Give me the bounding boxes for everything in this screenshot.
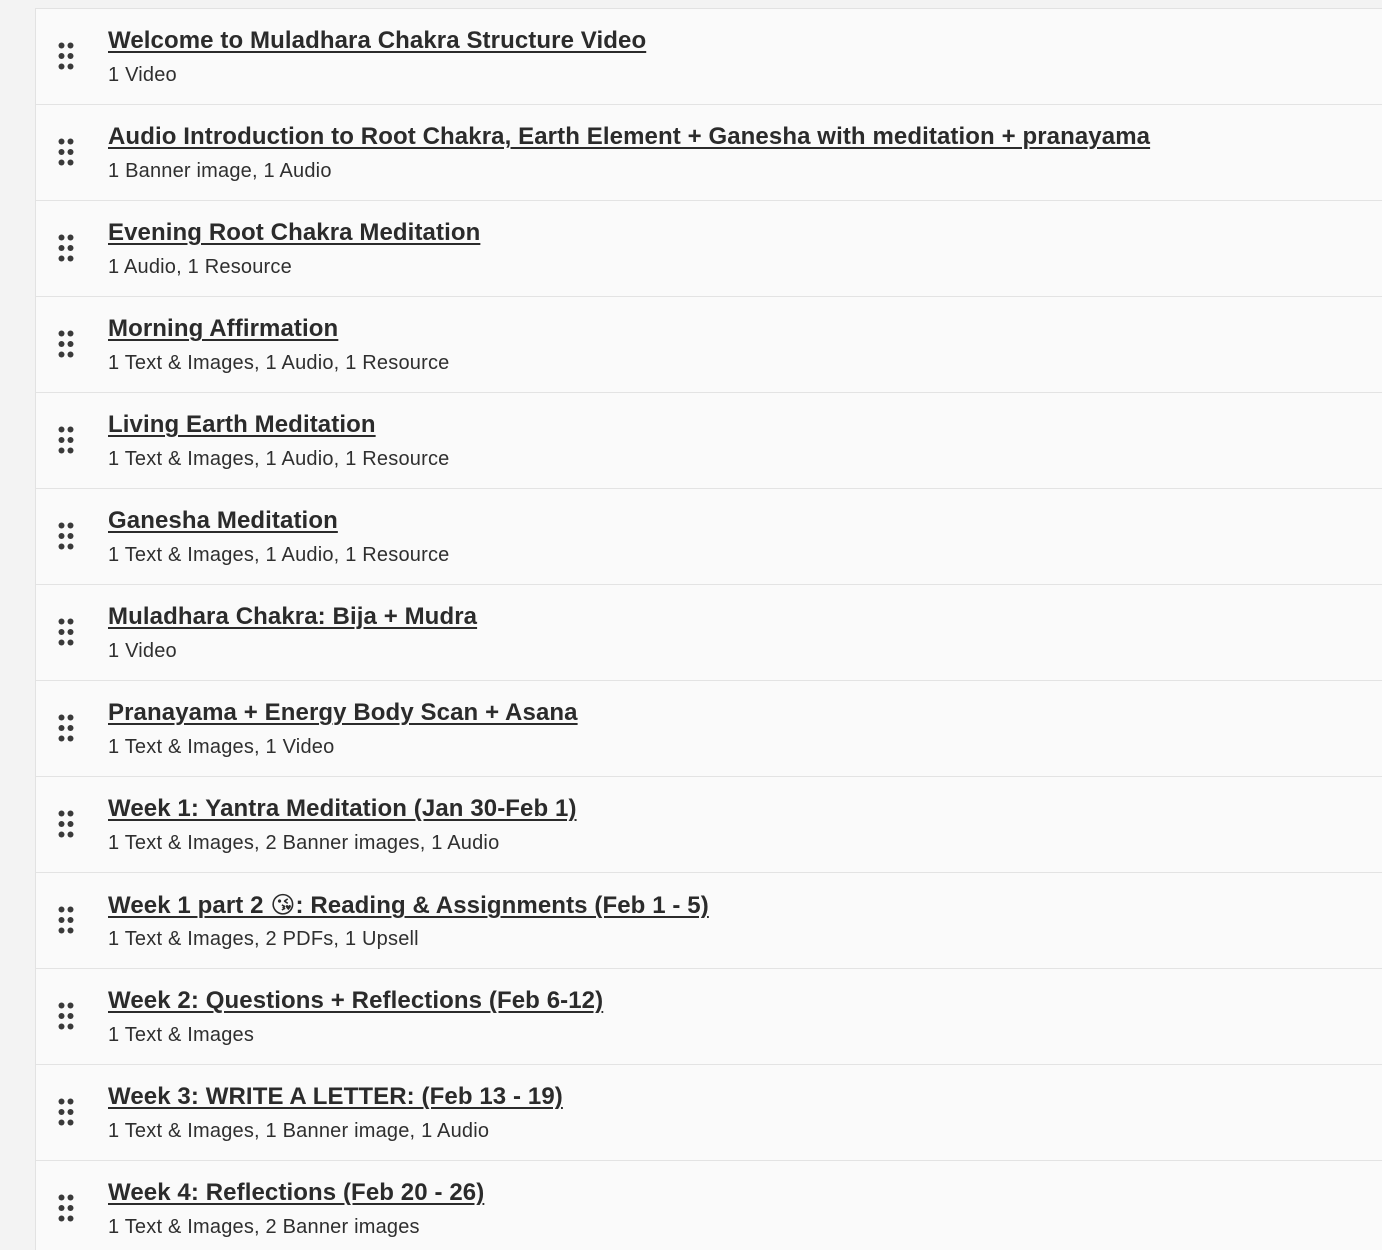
lesson-row-7[interactable] [36, 585, 1382, 681]
left-gutter [0, 0, 35, 1250]
lesson-row-3[interactable] [36, 201, 1382, 297]
lesson-title-link[interactable]: Pranayama + Energy Body Scan + Asana [108, 699, 578, 726]
lesson-title-link[interactable]: Week 1 part 2 😘: Reading & Assignments (Feb 1 - 5) [108, 892, 709, 919]
lesson-content-summary: 1 Text & Images, 2 Banner images [108, 1216, 420, 1238]
lesson-row-5[interactable] [36, 393, 1382, 489]
drag-handle-icon[interactable] [58, 42, 74, 70]
lesson-title-link[interactable]: Week 2: Questions + Reflections (Feb 6-12) [108, 987, 604, 1014]
lesson-content-summary: 1 Text & Images, 2 PDFs, 1 Upsell [108, 928, 419, 950]
lesson-title-link[interactable]: Morning Affirmation [108, 315, 339, 342]
lesson-content-summary: 1 Video [108, 64, 177, 86]
lesson-row-9[interactable] [36, 777, 1382, 873]
lesson-title-link[interactable]: Week 3: WRITE A LETTER: (Feb 13 - 19) [108, 1083, 563, 1110]
drag-handle-icon[interactable] [58, 426, 74, 454]
lesson-content-summary: 1 Audio, 1 Resource [108, 256, 292, 278]
lesson-content-summary: 1 Text & Images, 2 Banner images, 1 Audio [108, 832, 500, 854]
drag-handle-icon[interactable] [58, 1098, 74, 1126]
drag-handle-icon[interactable] [58, 1194, 74, 1222]
lesson-title-link[interactable]: Ganesha Meditation [108, 507, 338, 534]
lesson-title-link[interactable]: Audio Introduction to Root Chakra, Earth Element + Ganesha with meditation + pranayama [108, 123, 1151, 150]
drag-handle-icon[interactable] [58, 618, 74, 646]
lesson-row-10[interactable] [36, 873, 1382, 969]
lesson-content-summary: 1 Text & Images, 1 Audio, 1 Resource [108, 352, 450, 374]
lesson-title-link[interactable]: Muladhara Chakra: Bija + Mudra [108, 603, 478, 630]
drag-handle-icon[interactable] [58, 234, 74, 262]
lesson-row-4[interactable] [36, 297, 1382, 393]
lesson-row-8[interactable] [36, 681, 1382, 777]
lesson-row-1[interactable] [36, 9, 1382, 105]
lesson-title-link[interactable]: Welcome to Muladhara Chakra Structure Video [108, 27, 647, 54]
lesson-row-11[interactable] [36, 969, 1382, 1065]
drag-handle-icon[interactable] [58, 138, 74, 166]
lesson-list [35, 8, 1382, 1250]
lesson-row-13[interactable] [36, 1161, 1382, 1250]
lesson-title-link[interactable]: Week 4: Reflections (Feb 20 - 26) [108, 1179, 485, 1206]
lesson-row-2[interactable] [36, 105, 1382, 201]
lesson-content-summary: 1 Text & Images, 1 Audio, 1 Resource [108, 448, 450, 470]
drag-handle-icon[interactable] [58, 906, 74, 934]
lesson-row-6[interactable] [36, 489, 1382, 585]
lesson-content-summary: 1 Banner image, 1 Audio [108, 160, 332, 182]
drag-handle-icon[interactable] [58, 810, 74, 838]
lesson-content-summary: 1 Text & Images [108, 1024, 255, 1046]
lesson-title-link[interactable]: Evening Root Chakra Meditation [108, 219, 481, 246]
lesson-content-summary: 1 Text & Images, 1 Audio, 1 Resource [108, 544, 450, 566]
lesson-row-12[interactable] [36, 1065, 1382, 1161]
drag-handle-icon[interactable] [58, 1002, 74, 1030]
lesson-content-summary: 1 Video [108, 640, 177, 662]
drag-handle-icon[interactable] [58, 330, 74, 358]
lesson-title-link[interactable]: Living Earth Meditation [108, 411, 376, 438]
lesson-content-summary: 1 Text & Images, 1 Video [108, 736, 335, 758]
lesson-content-summary: 1 Text & Images, 1 Banner image, 1 Audio [108, 1120, 490, 1142]
drag-handle-icon[interactable] [58, 714, 74, 742]
drag-handle-icon[interactable] [58, 522, 74, 550]
lesson-title-link[interactable]: Week 1: Yantra Meditation (Jan 30-Feb 1) [108, 795, 577, 822]
